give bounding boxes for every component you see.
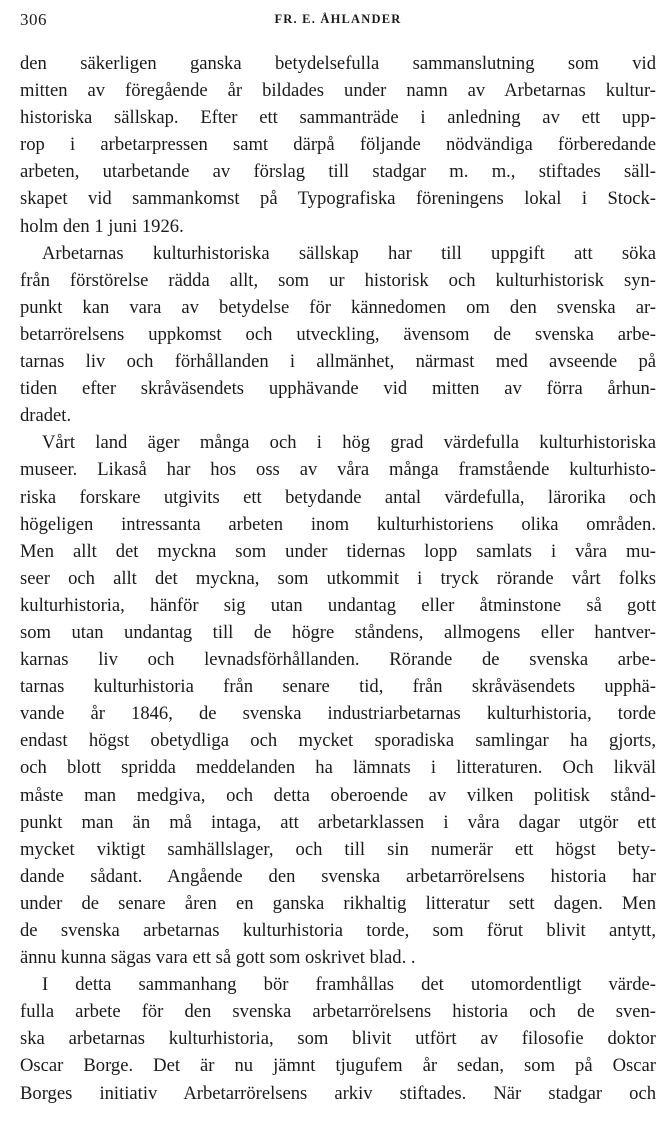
running-head — [20, 10, 656, 32]
text-line: högeligen intressanta arbeten inom kulturhistoriens olika områden. — [20, 513, 656, 535]
text-line: ännu kunna sägas vara ett så gott som oskrivet blad. . — [20, 947, 416, 969]
text-line: tiden efter skråväsendets upphävande vid mitten av förra århun- — [20, 378, 656, 400]
text-line: Men allt det myckna som under tidernas lopp samlats i våra mu- — [20, 540, 656, 562]
text-line: arbeten, utarbetande av förslag till stadgar m. m., stiftades säll- — [20, 161, 656, 183]
text-line: mycket viktigt samhällslager, och till sin numerär ett högst bety- — [20, 838, 656, 860]
text-line: måste man medgiva, och detta oberoende av vilken politisk stånd- — [20, 784, 656, 806]
text-line: Oscar Borge. Det är nu jämnt tjugufem år sedan, som på Oscar — [20, 1055, 656, 1077]
text-line: under de senare åren en ganska rikhaltig litteratur sett dagen. Men — [20, 892, 656, 914]
text-line: punkt kan vara av betydelse för kännedomen om den svenska ar- — [20, 296, 656, 318]
text-line: endast högst obetydliga och mycket sporadiska samlingar ha gjorts, — [20, 730, 656, 752]
text-line: de svenska arbetarnas kulturhistoria torde, som förut blivit antytt, — [20, 920, 656, 941]
text-line: holm den 1 juni 1926. — [20, 215, 184, 237]
text-line: som utan undantag till de högre ståndens, allmogens eller hantver- — [20, 621, 656, 643]
text-line: tarnas kulturhistoria från senare tid, från skråväsendets upphä- — [20, 676, 656, 698]
text-line: kulturhistoria, hänför sig utan undantag eller åtminstone så gott — [20, 594, 656, 616]
body-text — [20, 50, 656, 1107]
text-line: mitten av föregående år bildades under namn av Arbetarnas kultur- — [20, 80, 656, 102]
text-line: historiska sällskap. Efter ett sammanträde i anledning av ett upp- — [20, 107, 656, 129]
text-line: den säkerligen ganska betydelsefulla sammanslutning som vid — [20, 53, 656, 74]
text-line: dradet. — [20, 405, 72, 427]
text-line: betarrörelsens uppkomst och utveckling, ävensom de svenska arbe- — [20, 323, 656, 345]
text-line: Vårt land äger många och i hög grad värdefulla kulturhistoriska — [42, 432, 656, 454]
text-line: dande sådant. Angående den svenska arbetarrörelsens historia har — [20, 865, 656, 887]
text-line: Arbetarnas kulturhistoriska sällskap har till uppgift att söka — [42, 242, 656, 264]
page-number: 306 — [20, 10, 47, 29]
running-title: FR. E. ÅHLANDER — [274, 12, 402, 26]
text-line: från förstörelse rädda allt, som ur historisk och kulturhistorisk syn- — [20, 269, 656, 291]
text-line: och blott spridda meddelanden ha lämnats i litteraturen. Och likväl — [20, 757, 656, 779]
text-line: riska forskare utgivits ett betydande antal värdefulla, lärorika och — [20, 486, 656, 508]
text-line: Borges initiativ Arbetarrörelsens arkiv stiftades. När stadgar och — [20, 1082, 656, 1104]
text-line: rop i arbetarpressen samt därpå följande nödvändiga förberedande — [20, 134, 656, 156]
text-line: seer och allt det myckna, som utkommit i tryck rörande vårt folks — [20, 567, 656, 589]
text-line: tarnas liv och förhållanden i allmänhet, närmast med avseende på — [20, 351, 656, 373]
text-line: punkt man än må intaga, att arbetarklassen i våra dagar utgör ett — [20, 811, 656, 833]
text-line: ska arbetarnas kulturhistoria, som blivit utfört av filosofie doktor — [20, 1028, 656, 1050]
text-line: vande år 1846, de svenska industriarbetarnas kulturhistoria, torde — [20, 703, 656, 725]
text-line: museer. Likaså har hos oss av våra många framstående kulturhisto- — [20, 459, 656, 481]
text-line: karnas liv och levnadsförhållanden. Rörande de svenska arbe- — [20, 649, 656, 671]
text-line: fulla arbete för den svenska arbetarrörelsens historia och de sven- — [20, 1001, 656, 1023]
text-line: I detta sammanhang bör framhållas det utomordentligt värde- — [42, 974, 656, 996]
text-line: skapet vid sammankomst på Typografiska föreningens lokal i Stock- — [20, 188, 656, 210]
